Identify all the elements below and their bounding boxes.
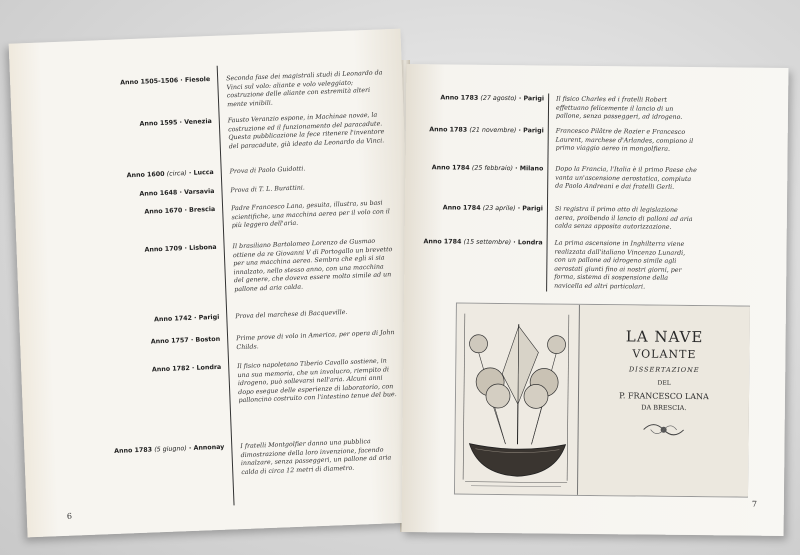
left-page [9,29,420,538]
year-note: (23 aprile) [482,204,516,213]
year-label [54,444,224,459]
year-label [44,169,214,184]
year-label: Anno 1742 · Parigi [153,313,220,324]
entry-text: Dopo la Francia, l'Italia è il primo Paese che vanta un'ascensione aerostatica, compiuta da Paolo Andreani e dai fratelli Gerli. [555,165,697,192]
entry-text: Seconda fase dei magistrali studi di Leonardo da Vinci sul volo: aliante e volo veleggiato; costruzione delle aliante con estremità alteri mente vinibili. [226,69,383,109]
year-label: Anno 1782 · Londra [151,363,222,374]
year-label [419,204,543,214]
year-note: (circa) [166,169,187,178]
year-label [419,164,543,174]
year-label: Anno 1505-1506 · Fiesole [120,75,211,87]
page-number: 6 [66,511,73,521]
year-label [420,94,544,104]
year-place: · Annonay [186,443,225,453]
title-line-1: LA NAVE [625,327,704,347]
subtitle: DISSERTAZIONE [628,365,700,375]
entry-text: La prima ascensione in Inghilterra viene realizzata dall'italiano Vincenzo Lunardi, con un pallone ad idrogeno simile agli aerostati giunti fino ai nostri giorni, per forma, sistema di sospensione della navicella ed altri particolari. [554,239,686,291]
by-line: DEL [657,379,671,387]
year-label-text: Anno 1784 [431,164,470,172]
page-number: 7 [751,499,758,509]
year-note: (5 giugno) [154,445,187,454]
year-label-text: Anno 1783 [114,446,153,455]
year-label: Anno 1709 · Lisbona [144,243,217,254]
year-place: · Parigi [516,127,544,135]
author-place: DA BRESCIA. [641,403,687,412]
year-note: (25 febbraio) [471,164,513,173]
author-name: P. FRANCESCO LANA [619,391,709,402]
entry-text: Prime prove di volo in America, per opera di John Childs. [236,329,395,351]
entry-text: Prova del marchese di Bacqueville. [235,308,348,321]
year-label [419,238,543,248]
year-note: (15 settembre) [463,238,512,247]
year-label: Anno 1648 · Varsavia [139,187,215,198]
entry-text: Il fisico Charles ed i fratelli Robert effettuano felicemente il lancio di un pallone, senza passeggeri, ad idrogeno. [555,95,683,122]
year-place: · Milano [512,165,544,173]
year-label: Anno 1757 · Boston [150,335,221,346]
entry-text: I fratelli Montgolfier danno una pubblica dimostrazione della loro invenzione, facendo innalzare, senza passeggeri, un pallone ad aria calda di circa 12 metri di diametro. [240,438,392,476]
entry-text: Prova di T. L. Burattini. [230,184,306,195]
flying-ship-illustration [454,303,750,498]
entry-text: Padre Francesco Lana, gesuita, illustra, su basi scientifiche, una macchina aerea per il volo con il più leggero dell'aria. [231,199,390,230]
year-label-text: Anno 1600 [126,170,165,180]
ornament-icon [639,417,689,442]
year-place: · Londra [511,239,543,247]
title-page [577,305,750,497]
entry-text: Il fisico napoletano Tiberio Cavallo sostiene, in una sua memoria, che un involucro, riempito di idrogeno, può sollevarsi nell'aria. Alcuni anni dopo esegue delle esperienze di laboratorio, con palloncino costruito con l'intestino tenue del bue. [237,357,397,405]
year-note: (27 agosto) [480,94,517,103]
flying-ship-drawing [455,304,579,495]
year-place: · Lucca [186,168,214,177]
entry-text: Il brasiliano Bartolomeo Lorenzo de Gusmao ottiene da re Giovanni V di Portogallo un brevetto per una macchina aerea. Sembra che egli si sia innalzato, nello stesso anno, con una macchina del genere, che doveva essere molto simile ad un pallone ad aria calda. [232,237,393,294]
entry-text: Prova di Paolo Guidotti. [229,165,306,176]
title-line-2: VOLANTE [632,347,697,362]
year-label [420,126,544,136]
year-label-text: Anno 1784 [423,238,462,246]
year-label: Anno 1595 · Venezia [139,117,212,128]
year-note: (21 novembre) [469,126,517,135]
right-column-divider [546,93,549,291]
year-label-text: Anno 1783 [429,126,468,134]
entry-text: Fausto Veranzio espone, in Machinae novae, la costruzione ed il funzionamento del paracadute. Questa pubblicazione la fece ritenere l'inventore del paracadute, già ideato da Leonardo da Vinci. [227,111,385,151]
right-page [402,64,789,536]
entry-text: Si registra il primo atto di legislazione aerea, proibendo il lancio di palloni ad aria calda senza apposita autorizzazione. [554,205,693,231]
year-place: · Parigi [515,205,543,213]
year-label: Anno 1670 · Brescia [144,205,216,216]
year-label-text: Anno 1784 [442,204,481,212]
year-place: · Parigi [516,95,545,103]
entry-text: Francesco Pilâtre de Rozier e Francesco Laurent, marchese d'Arlandes, compiono il primo viaggio aereo in mongolfiera. [555,127,694,153]
year-label-text: Anno 1783 [440,94,479,102]
